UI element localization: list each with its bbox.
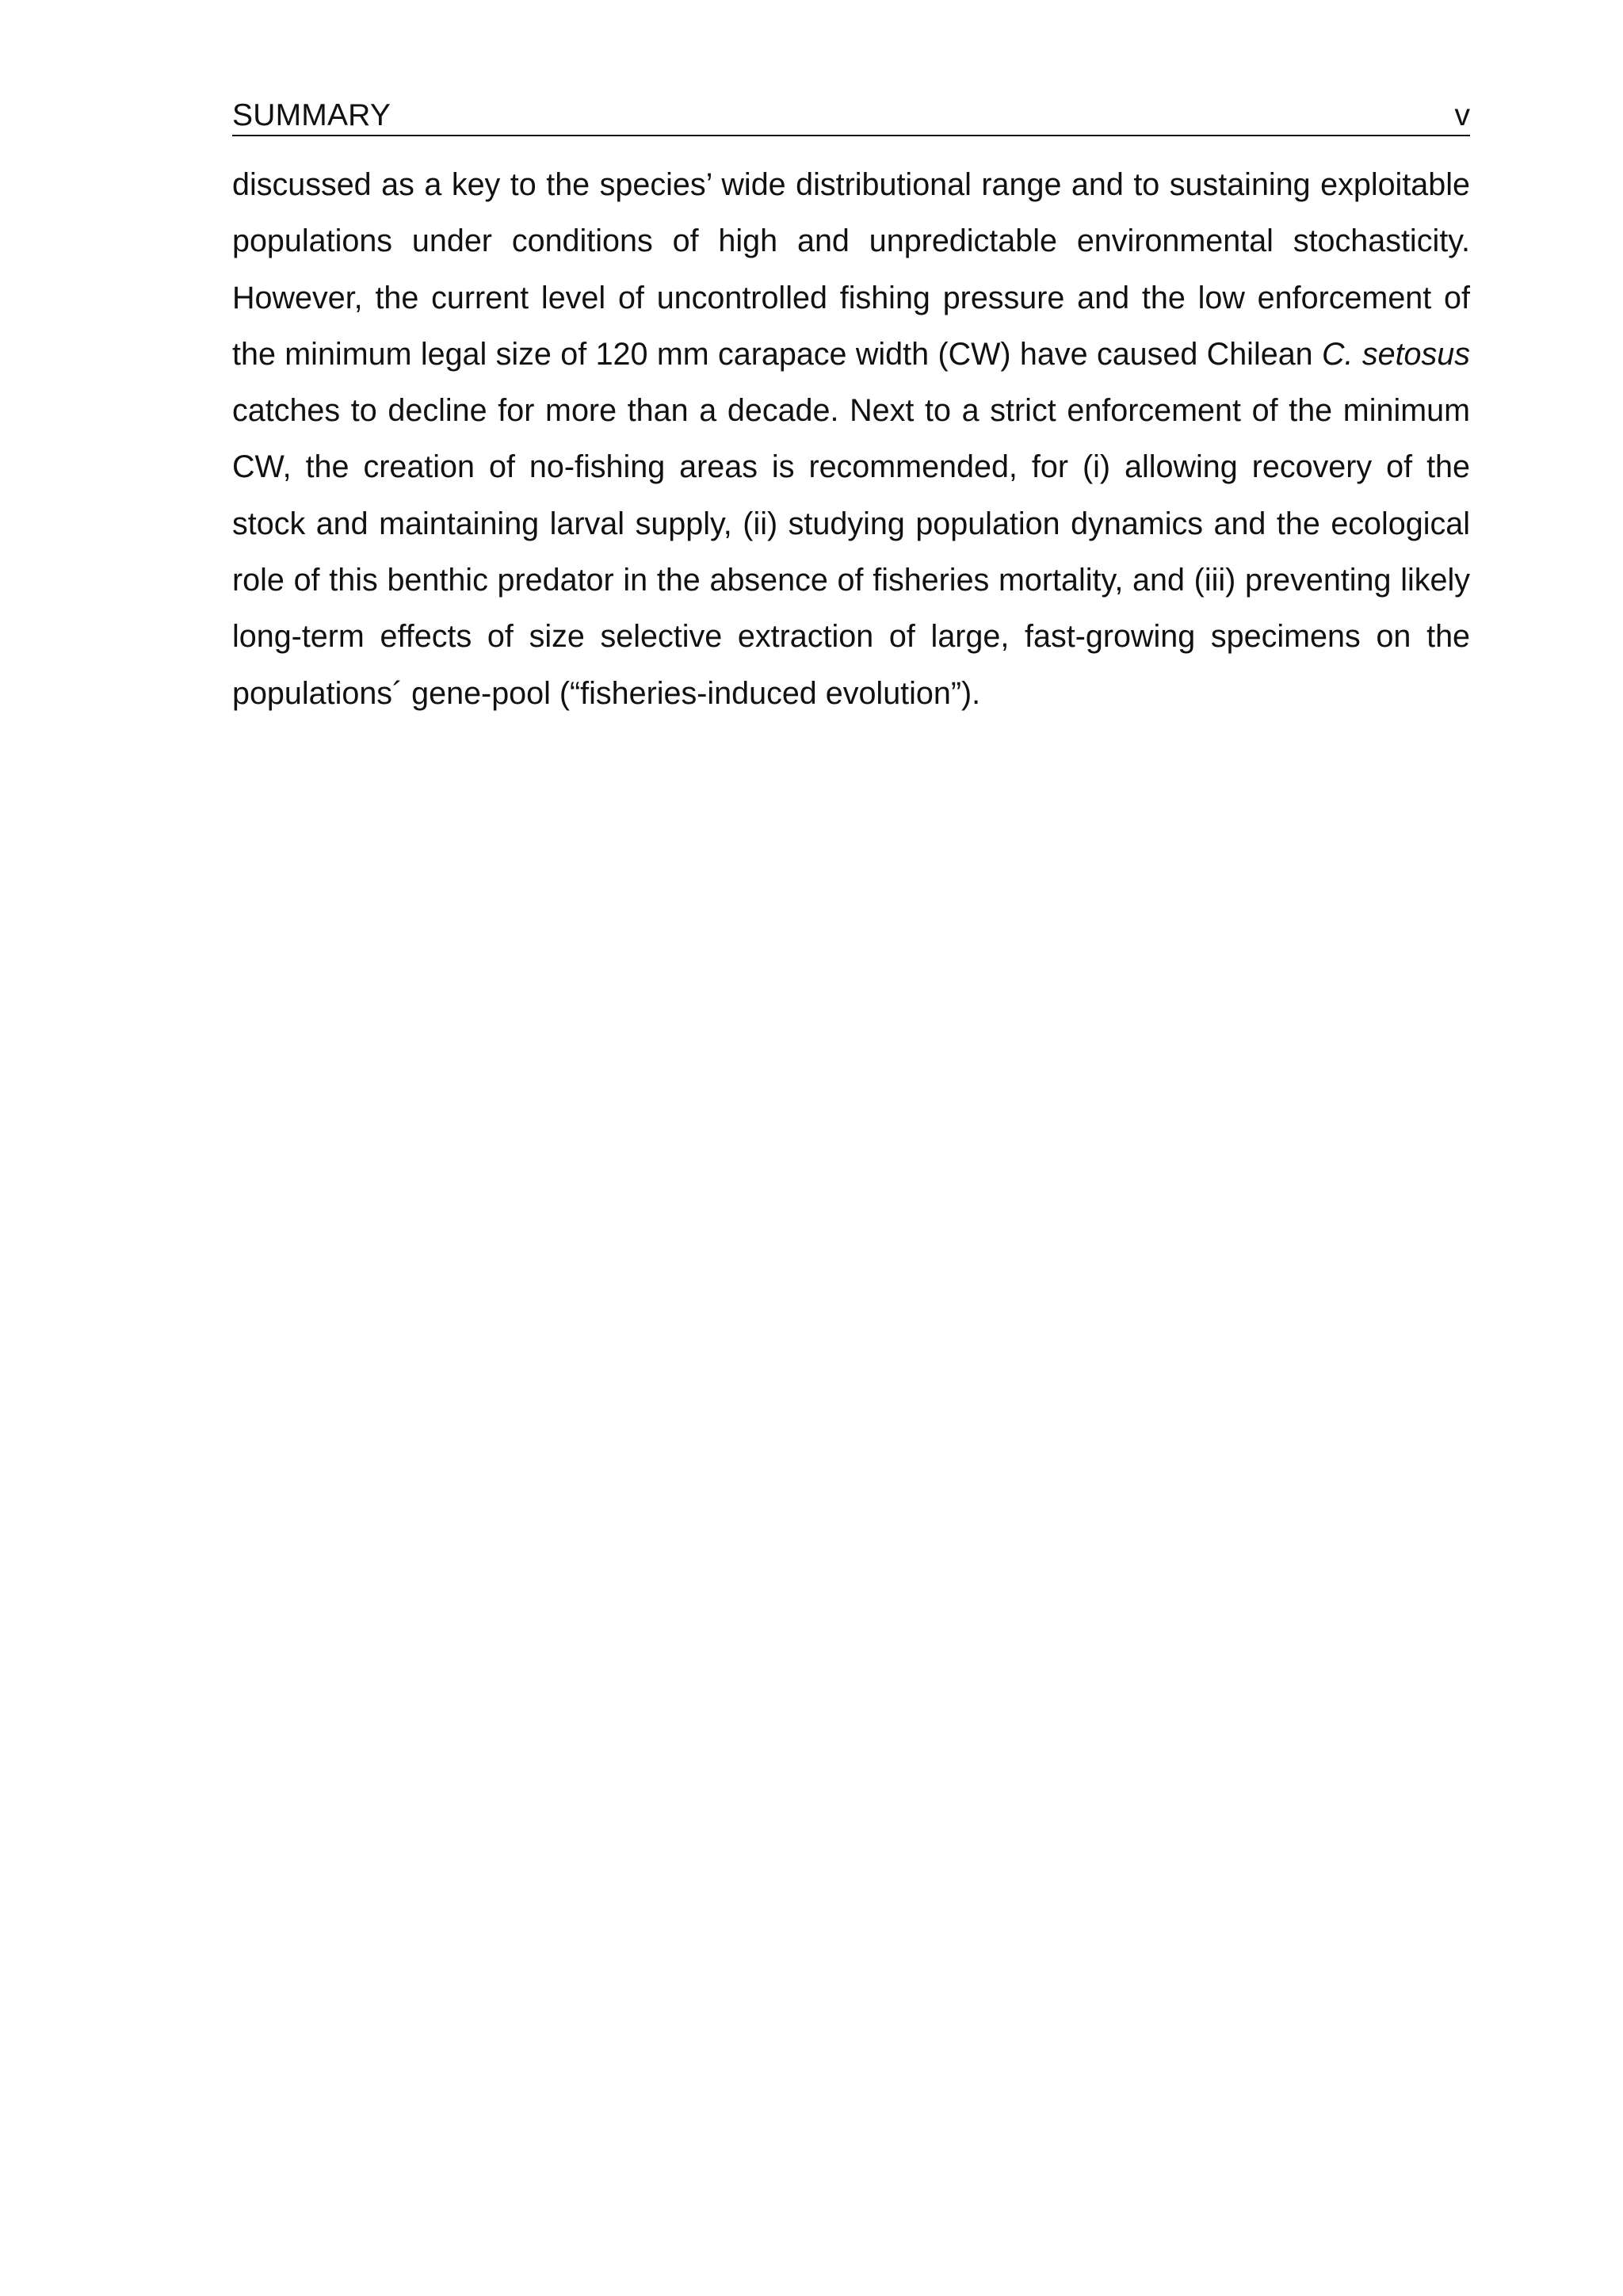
paragraph-text-part-2: catches to decline for more than a decade. Next to a strict enforcement of the minimum CW, the creation of no-fishing areas is recommended, for (i) allowing recovery of the stock and maintaining larval supply, (ii) studying population dynamics and the ecological role of this benthic predator in the absence of fisheries mortality, and (iii) preventing likely long-term effects of size selective extraction of large, fast-growing specimens on the populations´ gene-pool (“fisheries-induced evolution”). (232, 393, 1470, 711)
summary-paragraph (232, 157, 1470, 722)
species-name: C. setosus (1322, 336, 1470, 372)
paragraph-text-part-1: discussed as a key to the species’ wide distributional range and to sustaining exploitable populations under conditions of high and unpredictable environmental stochasticity. However, the current level of uncontrolled fishing pressure and the low enforcement of the minimum legal size of 120 mm carapace width (CW) have caused Chilean (232, 167, 1470, 372)
page-number: v (1454, 98, 1470, 132)
running-header (232, 95, 1470, 136)
section-title: SUMMARY (232, 98, 391, 132)
